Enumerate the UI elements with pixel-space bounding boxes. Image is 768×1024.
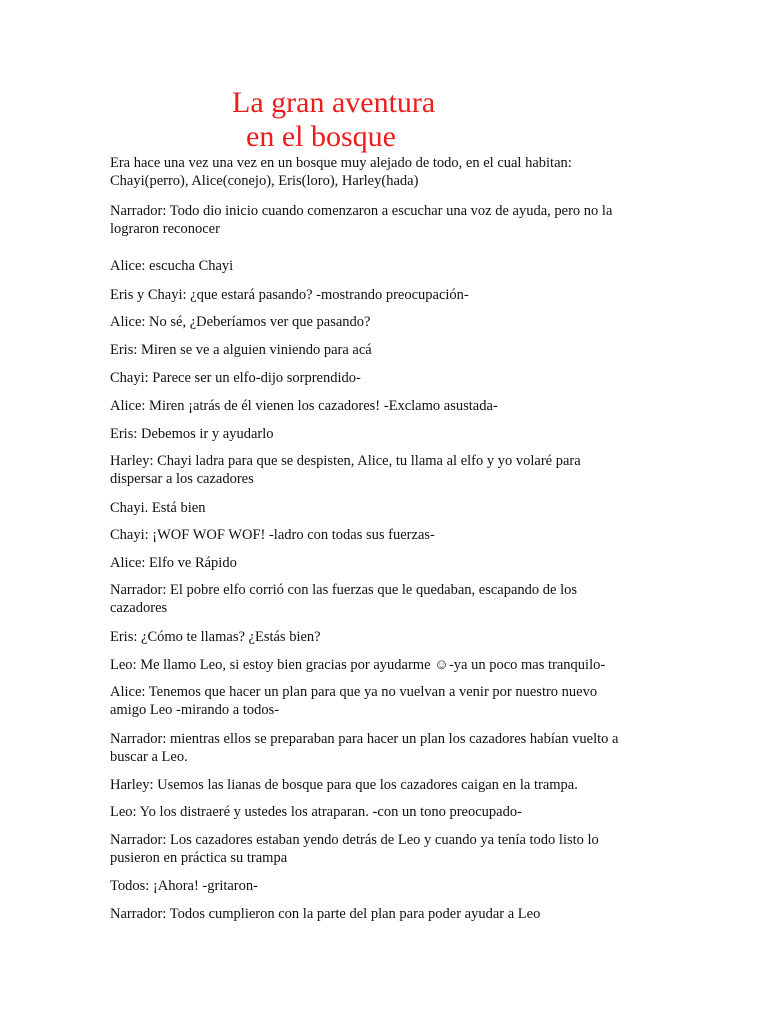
paragraph [110, 628, 670, 646]
paragraph-line: Harley: Usemos las lianas de bosque para que los cazadores caigan en la trampa. [110, 777, 578, 793]
paragraph [110, 257, 670, 275]
paragraph [110, 286, 670, 304]
paragraph [110, 369, 670, 387]
paragraph [110, 154, 670, 190]
paragraph-line: Alice: escucha Chayi [110, 258, 234, 274]
paragraph-line: Alice: Elfo ve Rápido [110, 555, 237, 571]
paragraph-line: Eris: Debemos ir y ayudarlo [110, 426, 274, 442]
paragraph [110, 313, 670, 331]
paragraph-line: Leo: Me llamo Leo, si estoy bien gracias por ayudarme ☺-ya un poco mas tranquilo- [110, 657, 606, 673]
paragraph-line: amigo Leo -mirando a todos- [110, 702, 280, 718]
title-line-2: en el bosque [246, 120, 396, 153]
paragraph [110, 803, 670, 821]
paragraph-line: Era hace una vez una vez en un bosque muy alejado de todo, en el cual habitan: [110, 155, 572, 171]
paragraph [110, 730, 670, 766]
paragraph-line: Eris: Miren se ve a alguien viniendo para acá [110, 342, 372, 358]
paragraph [110, 554, 670, 572]
paragraph [110, 776, 670, 794]
paragraph-line: pusieron en práctica su trampa [110, 850, 288, 866]
paragraph-line: lograron reconocer [110, 221, 220, 237]
paragraph-line: Narrador: El pobre elfo corrió con las fuerzas que le quedaban, escapando de los [110, 582, 578, 598]
paragraph-line: Eris y Chayi: ¿que estará pasando? -mostrando preocupación- [110, 287, 469, 303]
paragraph-line: Chayi(perro), Alice(conejo), Eris(loro), Harley(hada) [110, 173, 419, 189]
paragraph-line: Alice: No sé, ¿Deberíamos ver que pasando? [110, 314, 371, 330]
paragraph [110, 877, 670, 895]
paragraph [110, 581, 670, 617]
title-line-1: La gran aventura [232, 86, 436, 119]
paragraph [110, 905, 670, 923]
paragraph-line: Chayi. Está bien [110, 500, 206, 516]
paragraph-line: Chayi: ¡WOF WOF WOF! -ladro con todas sus fuerzas- [110, 527, 435, 543]
paragraph-line: Chayi: Parece ser un elfo-dijo sorprendido- [110, 370, 361, 386]
paragraph-line: dispersar a los cazadores [110, 471, 254, 487]
paragraph [110, 452, 670, 488]
paragraph [110, 397, 670, 415]
paragraph [110, 656, 670, 674]
paragraph-line: Narrador: Todos cumplieron con la parte del plan para poder ayudar a Leo [110, 906, 541, 922]
paragraph-line: Alice: Miren ¡atrás de él vienen los cazadores! -Exclamo asustada- [110, 398, 498, 414]
paragraph [110, 526, 670, 544]
paragraph-line: Leo: Yo los distraeré y ustedes los atraparan. -con un tono preocupado- [110, 804, 522, 820]
paragraph-line: Todos: ¡Ahora! -gritaron- [110, 878, 258, 894]
paragraph-line: buscar a Leo. [110, 749, 188, 765]
paragraph [110, 341, 670, 359]
paragraph [110, 499, 670, 517]
paragraph-line: cazadores [110, 600, 168, 616]
paragraph-line: Narrador: mientras ellos se preparaban para hacer un plan los cazadores habían vuelto a [110, 731, 619, 747]
paragraph [110, 831, 670, 867]
paragraph [110, 683, 670, 719]
paragraph-line: Alice: Tenemos que hacer un plan para que ya no vuelvan a venir por nuestro nuevo [110, 684, 598, 700]
paragraph-line: Narrador: Los cazadores estaban yendo detrás de Leo y cuando ya tenía todo listo lo [110, 832, 599, 848]
document-title [232, 86, 435, 154]
paragraph-line: Eris: ¿Cómo te llamas? ¿Estás bien? [110, 629, 321, 645]
paragraph-line: Harley: Chayi ladra para que se despisten, Alice, tu llama al elfo y yo volaré para [110, 453, 581, 469]
paragraph-line: Narrador: Todo dio inicio cuando comenzaron a escuchar una voz de ayuda, pero no la [110, 203, 613, 219]
paragraph [110, 425, 670, 443]
paragraph [110, 202, 670, 238]
